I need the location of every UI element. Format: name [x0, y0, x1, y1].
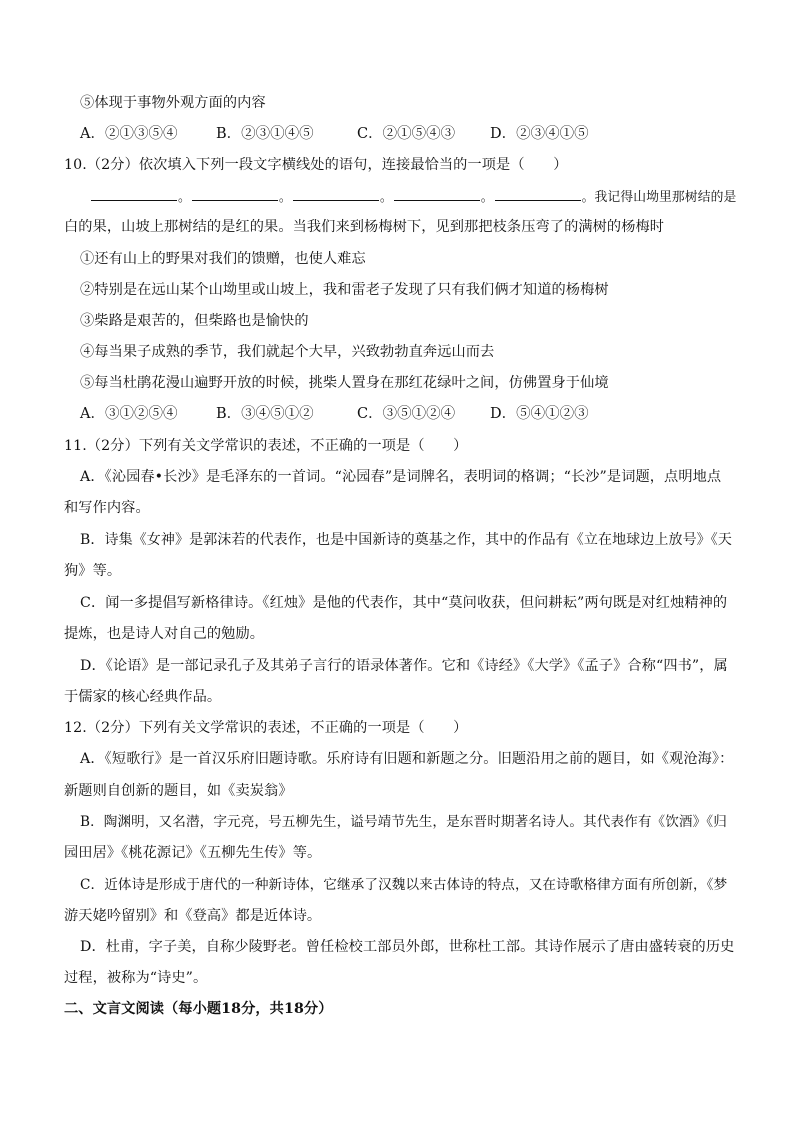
q12-option-a-line-2: 新题则自创新的题目，如《卖炭翁》 — [64, 783, 293, 799]
q10-item-1: ①还有山上的野果对我们的馈赠，也使人难忘 — [80, 251, 366, 267]
q11-option-b-line-2: 狗》等。 — [64, 563, 122, 579]
q11-option-b-line-1: B．诗集《女神》是郭沫若的代表作，也是中国新诗的奠基之作，其中的作品有《立在地球边上放号》《天 — [80, 532, 732, 548]
q11-option-c-line-1: C．闻一多提倡写新格律诗。《红烛》是他的代表作，其中“莫问收获，但问耕耘”两句既是对红烛精神的 — [80, 595, 728, 611]
q9-option-c: C．②①⑤④③ — [357, 126, 456, 142]
q10-item-3: ③柴路是艰苦的，但柴路也是愉快的 — [80, 313, 309, 329]
q9-item-5: ⑤体现于事物外观方面的内容 — [80, 95, 266, 111]
q10-option-d: D．⑤④①②③ — [490, 406, 589, 422]
section-heading-classical-chinese: 二、文言文阅读（每小题18分，共18分） — [64, 1001, 333, 1017]
blank-separator: 。 — [278, 190, 292, 205]
q9-option-b: B．②③①④⑤ — [216, 126, 314, 142]
q10-option-b: B．③④⑤①② — [216, 406, 314, 422]
q12-option-d-line-1: D．杜甫，字子美，自称少陵野老。曾任检校工部员外郎，世称杜工部。其诗作展示了唐由盛转衰的历史 — [80, 939, 735, 955]
blank-separator: 。 — [379, 190, 393, 205]
q10-item-2: ②特别是在远山某个山坳里或山坡上，我和雷老子发现了只有我们俩才知道的杨梅树 — [80, 282, 609, 298]
fill-blank-5[interactable] — [495, 186, 581, 201]
fill-blank-4[interactable] — [394, 186, 480, 201]
q12-option-b-line-1: B．陶渊明，又名潜，字元亮，号五柳先生，谥号靖节先生，是东晋时期著名诗人。其代表作有《饮酒》《归 — [80, 814, 727, 830]
q9-option-a: A．②①③⑤④ — [80, 126, 178, 142]
q12-stem: 12.（2分）下列有关文学常识的表述，不正确的一项是（ ） — [64, 720, 468, 736]
fill-blank-2[interactable] — [192, 186, 278, 201]
q10-option-c: C．③⑤①②④ — [357, 406, 456, 422]
q11-option-d-line-2: 于儒家的核心经典作品。 — [64, 689, 222, 705]
q12-option-a-line-1: A．《短歌行》是一首汉乐府旧题诗歌。乐府诗有旧题和新题之分。旧题沿用之前的题目，如《观沧海》： — [80, 751, 734, 767]
q10-passage-line-2: 白的果，山坡上那树结的是红的果。当我们来到杨梅树下，见到那把枝条压弯了的满树的杨梅时 — [64, 219, 665, 235]
fill-blank-1[interactable] — [91, 186, 177, 201]
q10-item-5: ⑤每当杜鹃花漫山遍野开放的时候，挑柴人置身在那红花绿叶之间，仿佛置身于仙境 — [80, 375, 609, 391]
q10-stem: 10.（2分）依次填入下列一段文字横线处的语句，连接最恰当的一项是（ ） — [64, 157, 568, 173]
q12-option-c-line-2: 游天姥吟留别》和《登高》都是近体诗。 — [64, 908, 322, 924]
q12-option-b-line-2: 园田居》《桃花源记》《五柳先生传》等。 — [64, 845, 322, 861]
q9-option-d: D．②③④①⑤ — [490, 126, 589, 142]
q10-item-4: ④每当果子成熟的季节，我们就起个大早，兴致勃勃直奔远山而去 — [80, 344, 495, 360]
q10-passage-line-1 — [90, 186, 736, 208]
q10-option-a: A．③①②⑤④ — [80, 406, 178, 422]
passage-tail: 。我记得山坳里那树结的是 — [581, 190, 737, 205]
q11-option-d-line-1: D．《论语》是一部记录孔子及其弟子言行的语录体著作。它和《诗经》《大学》《孟子》合称“四书”，属 — [80, 658, 728, 674]
fill-blank-3[interactable] — [293, 186, 379, 201]
q12-option-d-line-2: 过程，被称为“诗史”。 — [64, 970, 208, 986]
blank-separator: 。 — [178, 190, 191, 205]
q11-option-a-line-1: A．《沁园春•长沙》是毛泽东的一首词。“沁园春”是词牌名，表明词的格调；“长沙”是词题，点明地点 — [80, 469, 722, 485]
q11-option-c-line-2: 提炼，也是诗人对自己的勉励。 — [64, 626, 265, 642]
blank-separator: 。 — [480, 190, 494, 205]
q11-option-a-line-2: 和写作内容。 — [64, 500, 150, 516]
q11-stem: 11.（2分）下列有关文学常识的表述，不正确的一项是（ ） — [64, 438, 468, 454]
q12-option-c-line-1: C．近体诗是形成于唐代的一种新诗体，它继承了汉魏以来古体诗的特点，又在诗歌格律方面有所创新，《梦 — [80, 877, 728, 893]
